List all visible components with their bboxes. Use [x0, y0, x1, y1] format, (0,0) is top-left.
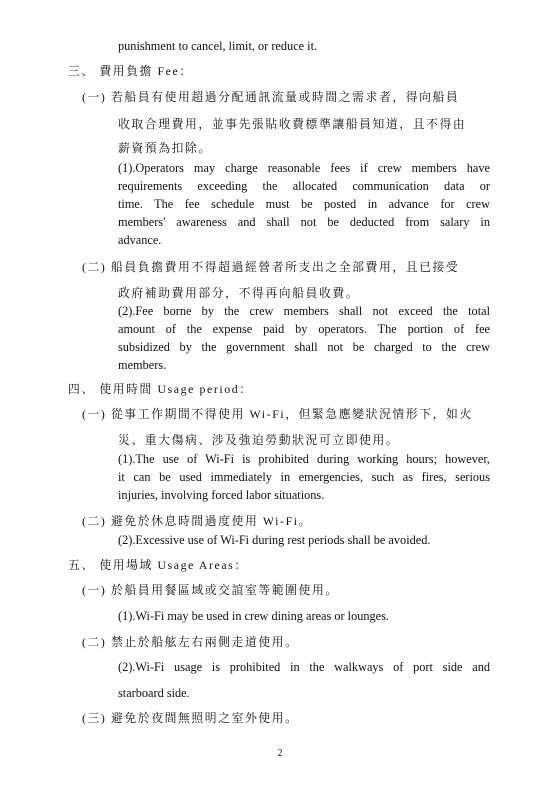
clause-en-line: members' awareness and shall not be deducted from salary in	[118, 215, 490, 229]
clause-en-line: amount of the expense paid by operators. The portion of fee	[118, 322, 490, 336]
clause-zh-line: (三) 避免於夜間無照明之室外使用。	[82, 711, 299, 725]
clause-en-line: (1).Wi-Fi may be used in crew dining areas or lounges.	[118, 609, 389, 623]
clause-en-line: subsidized by the government shall not be charged to the crew	[118, 340, 490, 354]
clause-zh-line: (二) 船員負擔費用不得超過經營者所支出之全部費用，且已接受	[82, 260, 460, 274]
clause-en-line: (2).Excessive use of Wi-Fi during rest periods shall be avoided.	[118, 533, 431, 547]
clause-zh-line: (二) 避免於休息時間過度使用 Wi-Fi。	[82, 514, 313, 528]
clause-zh-line: 政府補助費用部分，不得再向船員收費。	[118, 286, 360, 300]
clause-zh-line: (一) 於船員用餐區域或交誼室等範圍使用。	[82, 583, 339, 597]
clause-en-line: injuries, involving forced labor situations.	[118, 488, 325, 502]
clause-en-line: requirements exceeding the allocated communication data or	[118, 179, 490, 193]
clause-zh-line: 薪資預為扣除。	[118, 141, 212, 155]
clause-zh-line: (二) 禁止於船舷左右兩側走道使用。	[82, 635, 299, 649]
clause-en-line: members.	[118, 358, 167, 372]
clause-en-line: (2).Wi-Fi usage is prohibited in the walkways of port side and	[118, 660, 490, 674]
clause-en-line: time. The fee schedule must be posted in advance for crew	[118, 197, 490, 211]
section-heading-usage-period: 四、 使用時間 Usage period：	[68, 382, 253, 396]
clause-en-line: it can be used immediately in emergencies, such as fires, serious	[118, 470, 490, 484]
clause-zh-line: 收取合理費用，並事先張貼收費標準讓船員知道，且不得由	[118, 117, 467, 131]
clause-en-line: advance.	[118, 233, 162, 247]
clause-zh-line: 災、重大傷病、涉及強迫勞動狀況可立即使用。	[118, 433, 400, 447]
section-heading-usage-areas: 五、 使用場域 Usage Areas：	[68, 558, 248, 572]
section-heading-fee: 三、 費用負擔 Fee：	[68, 64, 193, 78]
clause-en-line: starboard side.	[118, 686, 190, 700]
intro-tail: punishment to cancel, limit, or reduce it.	[118, 39, 318, 53]
clause-zh-line: (一) 從事工作期間不得使用 Wi-Fi，但緊急應變狀況情形下，如火	[82, 407, 473, 421]
clause-en-line: (2).Fee borne by the crew members shall not exceed the total	[118, 304, 490, 318]
clause-en-line: (1).Operators may charge reasonable fees if crew members have	[118, 161, 490, 175]
clause-zh-line: (一) 若船員有使用超過分配通訊流量或時間之需求者，得向船員	[82, 90, 460, 104]
page-number: 2	[277, 748, 283, 759]
clause-en-line: (1).The use of Wi-Fi is prohibited during working hours; however,	[118, 452, 490, 466]
